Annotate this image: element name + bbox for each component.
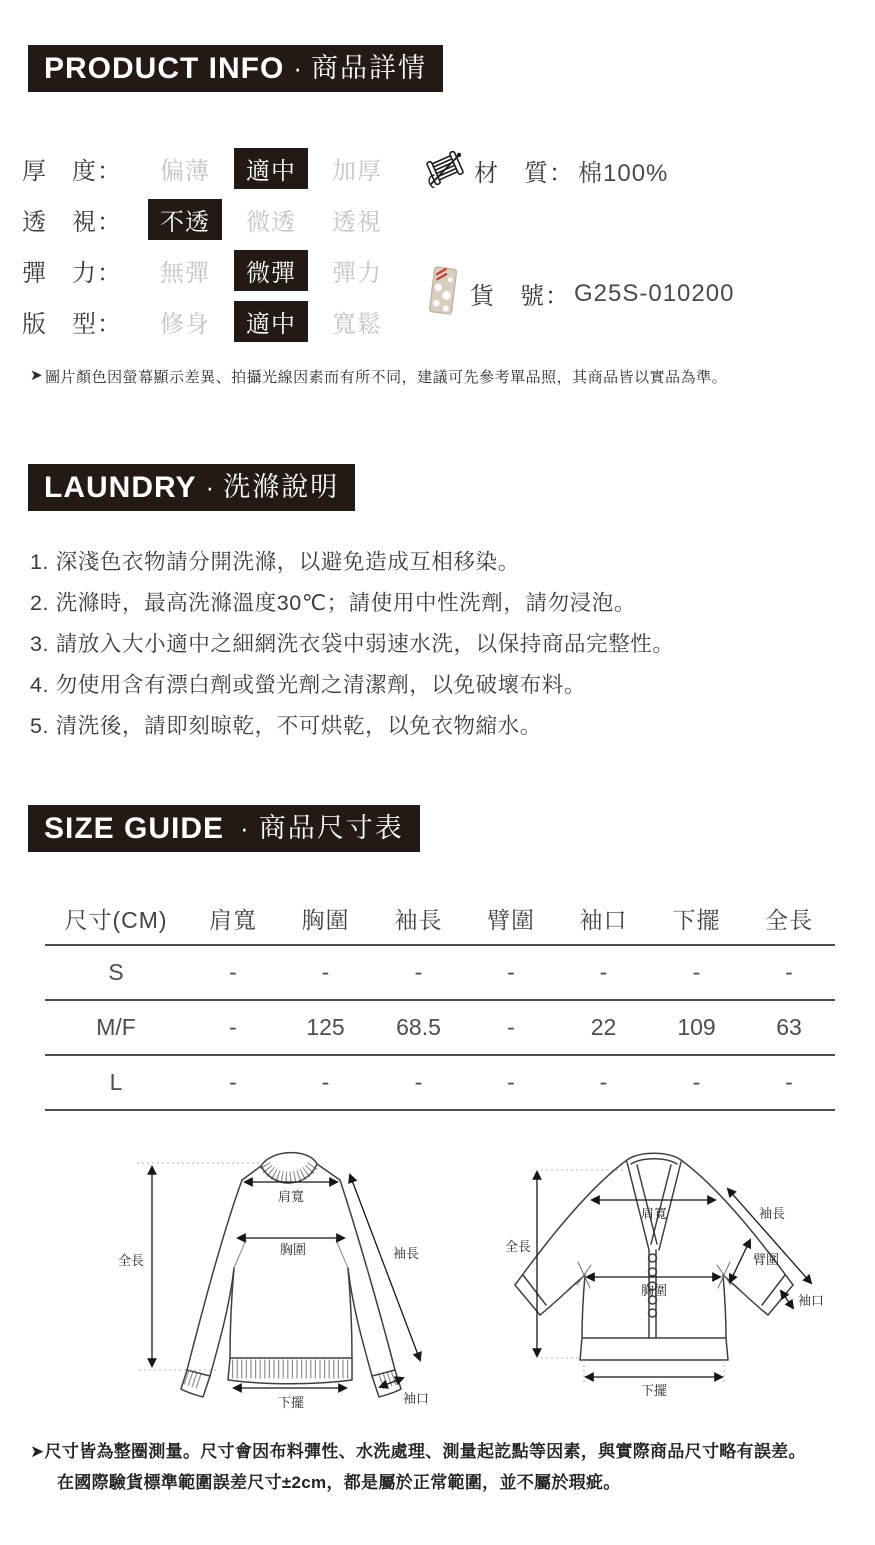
- material-row: [424, 148, 668, 193]
- attribute-option: 修身: [160, 311, 210, 338]
- size-table-header-row: [45, 893, 835, 945]
- cardigan-outline: [515, 1153, 793, 1360]
- diagram-label-hem: 下擺: [640, 1383, 668, 1398]
- diagram-label-sleeve: 袖長: [758, 1206, 786, 1221]
- attribute-list: [22, 143, 400, 347]
- size-cell: -: [465, 945, 557, 1000]
- attribute-label: 厚 度：: [22, 158, 122, 185]
- material-label: 材 質：: [474, 160, 574, 187]
- diagram-label-hem: 下擺: [277, 1395, 305, 1410]
- title-dot: ·: [205, 472, 215, 502]
- triangle-bullet-icon: ➤: [30, 1442, 45, 1461]
- diagram-label-length: 全長: [504, 1239, 532, 1254]
- title-dot: ·: [293, 53, 302, 83]
- diagram-label-cuff: 袖口: [797, 1293, 825, 1308]
- measurement-notes: [30, 1436, 860, 1498]
- color-difference-note-text: 圖片顏色因螢幕顯示差異、拍攝光線因素而有所不同，建議可先參考單品照，其商品皆以實品為準。: [45, 369, 728, 386]
- diagram-label-chest: 胸圍: [640, 1283, 668, 1298]
- diagram-label-cuff: 袖口: [402, 1391, 430, 1406]
- size-guide-title-en: SIZE GUIDE: [44, 812, 225, 845]
- laundry-instruction-list: [30, 542, 675, 747]
- material-value: 棉100%: [578, 160, 669, 187]
- size-cell: -: [187, 1000, 279, 1055]
- size-cell: -: [650, 945, 743, 1000]
- attribute-label: 透 視：: [22, 209, 122, 236]
- attribute-option: 加厚: [332, 158, 382, 185]
- size-cell: -: [465, 1055, 557, 1110]
- size-col-header: 尺寸(CM): [45, 893, 187, 945]
- size-table-row-s: [45, 945, 835, 1000]
- size-cell: -: [372, 945, 465, 1000]
- laundry-title-zh: 洗滌說明: [223, 472, 340, 502]
- item-number-value: G25S-010200: [574, 279, 735, 307]
- attribute-row-transparency: [22, 194, 400, 245]
- product-info-title-en: PRODUCT INFO: [44, 52, 285, 85]
- attribute-option-selected: 不透: [148, 199, 222, 240]
- attribute-option: 微透: [246, 209, 296, 236]
- title-dot: ·: [240, 813, 249, 843]
- size-col-header: 臂圍: [465, 893, 557, 945]
- laundry-header-bar: [28, 464, 355, 511]
- size-cell: M/F: [45, 1000, 187, 1055]
- attribute-label: 彈 力：: [22, 260, 122, 287]
- item-number-label: 貨 號：: [470, 283, 570, 310]
- color-difference-note: [30, 366, 850, 387]
- size-cell: -: [557, 1055, 650, 1110]
- size-col-header: 下擺: [650, 893, 743, 945]
- measurement-note-line2: 在國際驗貨標準範圍誤差尺寸±2cm，都是屬於正常範圍，並不屬於瑕疵。: [57, 1473, 621, 1492]
- size-cell: -: [465, 1000, 557, 1055]
- size-table-row-mf: [45, 1000, 835, 1055]
- size-cell: -: [650, 1055, 743, 1110]
- attribute-option-selected: 適中: [234, 148, 308, 189]
- diagram-label-chest: 胸圍: [279, 1242, 307, 1257]
- size-cell: -: [187, 1055, 279, 1110]
- size-col-header: 肩寬: [187, 893, 279, 945]
- diagram-label-sleeve: 袖長: [392, 1246, 420, 1261]
- size-col-header: 袖口: [557, 893, 650, 945]
- laundry-instruction: 2. 洗滌時，最高洗滌溫度30℃；請使用中性洗劑，請勿浸泡。: [30, 591, 636, 615]
- diagram-label-shoulder: 肩寬: [640, 1206, 668, 1221]
- cardigan-arrows: [537, 1172, 811, 1377]
- item-number-row: [424, 264, 734, 323]
- size-guide-header-bar: [28, 805, 420, 852]
- size-cell: 63: [743, 1000, 835, 1055]
- measurement-note-line1: 尺寸皆為整圈測量。尺寸會因布料彈性、水洗處理、測量起訖點等因素，與實際商品尺寸略有誤差。: [44, 1442, 806, 1461]
- attribute-option-selected: 適中: [234, 301, 308, 342]
- attribute-option-selected: 微彈: [234, 250, 308, 291]
- attribute-option: 透視: [332, 209, 382, 236]
- size-cell: -: [743, 1055, 835, 1110]
- size-col-header: 全長: [743, 893, 835, 945]
- attribute-option: 彈力: [332, 260, 382, 287]
- size-cell: L: [45, 1055, 187, 1110]
- size-cell: 109: [650, 1000, 743, 1055]
- size-col-header: 胸圍: [279, 893, 372, 945]
- size-cell: S: [45, 945, 187, 1000]
- product-info-title-zh: 商品詳情: [311, 53, 427, 83]
- laundry-instruction: 5. 清洗後，請即刻晾乾，不可烘乾，以免衣物縮水。: [30, 714, 542, 738]
- laundry-instruction: 3. 請放入大小適中之細網洗衣袋中弱速水洗，以保持商品完整性。: [30, 632, 675, 656]
- cardigan-guide-lines: [541, 1170, 724, 1382]
- attribute-option: 偏薄: [160, 158, 210, 185]
- laundry-title-en: LAUNDRY: [44, 471, 197, 504]
- size-guide-title-zh: 商品尺寸表: [258, 813, 404, 843]
- thread-spool-icon: [424, 148, 466, 193]
- laundry-instruction: 1. 深淺色衣物請分開洗滌，以避免造成互相移染。: [30, 550, 520, 574]
- cardigan-measurement-diagram: [478, 1148, 863, 1436]
- size-cell: -: [187, 945, 279, 1000]
- size-cell: 68.5: [372, 1000, 465, 1055]
- pullover-measurement-diagram: [93, 1146, 465, 1434]
- attribute-row-thickness: [22, 143, 400, 194]
- size-cell: -: [372, 1055, 465, 1110]
- diagram-label-arm: 臂圍: [752, 1252, 780, 1267]
- triangle-bullet-icon: ➤: [30, 367, 44, 384]
- size-cell: 125: [279, 1000, 372, 1055]
- size-col-header: 袖長: [372, 893, 465, 945]
- attribute-row-elasticity: [22, 245, 400, 296]
- size-cell: 22: [557, 1000, 650, 1055]
- size-table: [45, 893, 835, 1111]
- size-cell: -: [743, 945, 835, 1000]
- attribute-option: 無彈: [160, 260, 210, 287]
- size-cell: -: [279, 945, 372, 1000]
- clothing-tag-icon: [424, 264, 462, 323]
- attribute-option: 寬鬆: [332, 311, 382, 338]
- product-info-header-bar: [28, 45, 443, 92]
- diagram-label-shoulder: 肩寬: [277, 1189, 305, 1204]
- pullover-guide-lines: [137, 1163, 261, 1370]
- size-table-row-l: [45, 1055, 835, 1110]
- size-cell: -: [557, 945, 650, 1000]
- attribute-label: 版 型：: [22, 311, 122, 338]
- attribute-row-fit: [22, 296, 400, 347]
- size-cell: -: [279, 1055, 372, 1110]
- laundry-instruction: 4. 勿使用含有漂白劑或螢光劑之清潔劑，以免破壞布料。: [30, 673, 587, 697]
- diagram-label-length: 全長: [117, 1253, 145, 1268]
